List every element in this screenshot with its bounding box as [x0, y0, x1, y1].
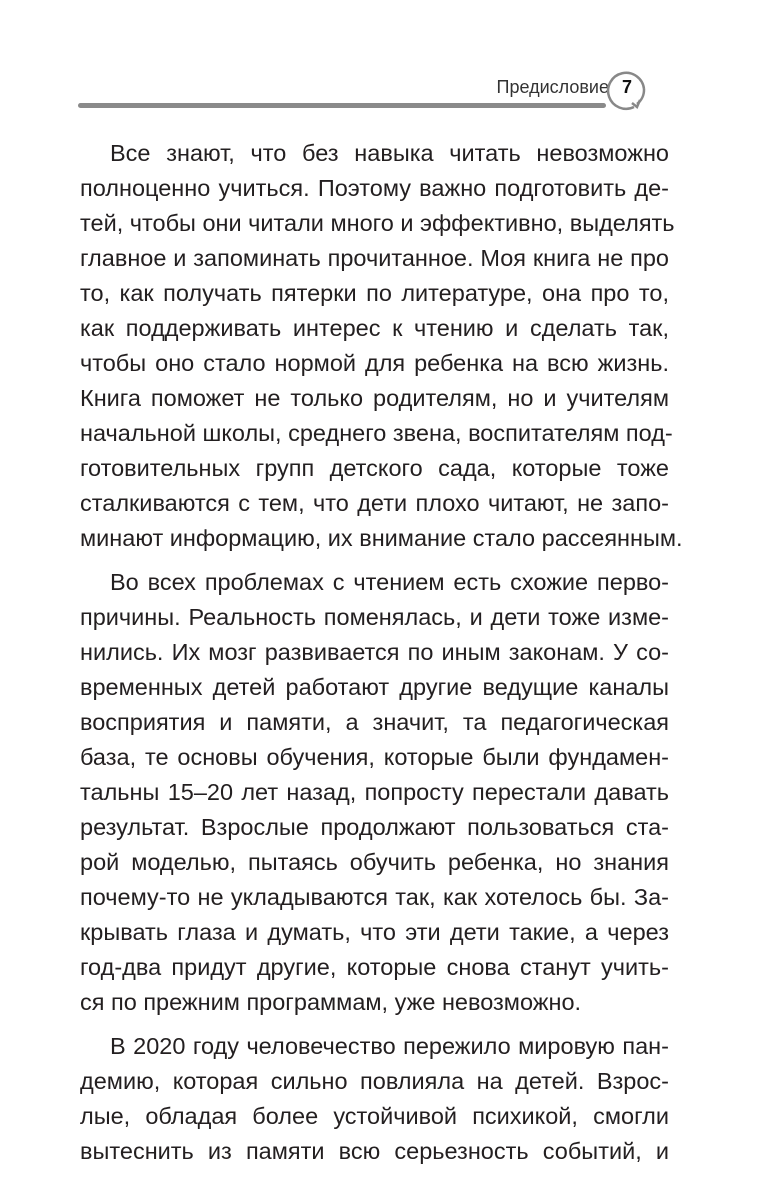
text-line: как поддерживать интерес к чтению и сделать так, [80, 315, 669, 341]
text-line: рой моделью, пытаясь обучить ребенка, но знания [80, 849, 669, 875]
text-line: демию, которая сильно повлияла на детей. Взрос- [80, 1068, 669, 1094]
text-line: готовительных групп детского сада, которые тоже [80, 455, 669, 481]
text-line: полноценно учиться. Поэтому важно подготовить де- [80, 175, 669, 201]
text-line: сталкиваются с тем, что дети плохо читают, не запо- [80, 490, 669, 516]
text-line: почему-то не укладываются так, как хотелось бы. За- [80, 884, 669, 910]
text-line: В 2020 году человечество пережило мировую пан- [110, 1033, 669, 1059]
text-line: лые, обладая более устойчивой психикой, смогли [80, 1103, 669, 1129]
text-line: восприятия и памяти, а значит, та педагогическая [80, 709, 669, 735]
page-number: 7 [621, 77, 632, 97]
text-line: главное и запоминать прочитанное. Моя книга не про [80, 245, 669, 271]
text-line: тальны 15–20 лет назад, попросту перестали давать [80, 779, 669, 805]
text-line: чтобы оно стало нормой для ребенка на всю жизнь. [80, 350, 669, 376]
body-text [80, 136, 683, 1178]
page-number-badge [604, 67, 650, 113]
text-line: вытеснить из памяти всю серьезность событий, и [80, 1138, 669, 1164]
paragraph [80, 1029, 669, 1169]
text-line: начальной школы, среднего звена, воспитателям под- [80, 420, 673, 446]
text-line: Все знают, что без навыка читать невозможно [110, 140, 669, 166]
text-line: временных детей работают другие ведущие каналы [80, 674, 669, 700]
paragraph [80, 136, 683, 556]
text-line: Книга поможет не только родителям, но и учителям [80, 385, 669, 411]
text-line: то, как получать пятерки по литературе, она про то, [80, 280, 669, 306]
text-line: ся по прежним программам, уже невозможно. [80, 989, 582, 1015]
text-line: минают информацию, их внимание стало рассеянным. [80, 525, 683, 551]
text-line: база, те основы обучения, которые были фундамен- [80, 744, 669, 770]
text-line: результат. Взрослые продолжают пользоваться ста- [80, 814, 669, 840]
text-line: год-два придут другие, которые снова станут учить- [80, 954, 669, 980]
paragraph [80, 565, 669, 1020]
text-line: Во всех проблемах с чтением есть схожие перво- [110, 569, 669, 595]
text-line: нились. Их мозг развивается по иным законам. У со- [80, 639, 669, 665]
text-line: причины. Реальность поменялась, и дети тоже изме- [80, 604, 669, 630]
section-title: Предисловие [496, 77, 609, 97]
text-line: крывать глаза и думать, что эти дети такие, а через [80, 919, 669, 945]
header-rule [78, 103, 606, 108]
text-line: тей, чтобы они читали много и эффективно, выделять [80, 210, 675, 236]
